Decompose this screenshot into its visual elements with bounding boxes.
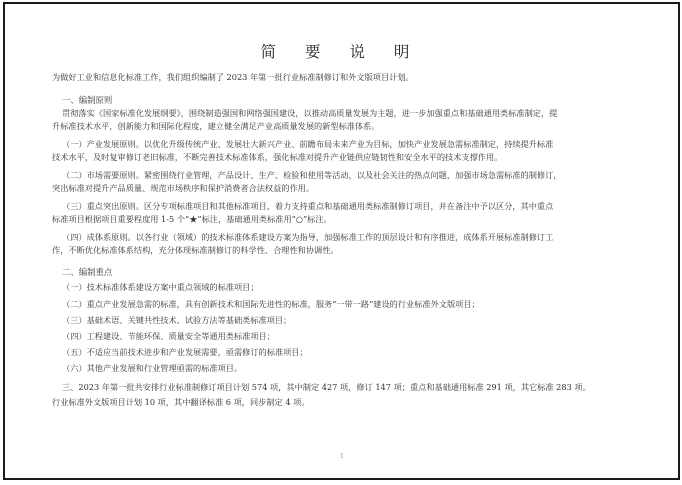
paragraph-line: （一）产业发展原则。以优化升级传统产业、发展壮大新兴产业、前瞻布局未来产业为目标，加快产业发展急需标准制定，持续提升标准 xyxy=(62,139,554,149)
paragraph-line: 作，不断优化标准体系结构，充分体现标准制修订的科学性、合理性和协调性。 xyxy=(52,245,339,255)
summary-line: 三、2023 年第一批共安排行业标准制修订项目计划 574 项，其中制定 427 项，修订 147 项；重点和基础通用标准 291 项，其它标准 283 项。 xyxy=(62,382,591,392)
list-item: （一）技术标准体系建设方案中重点领域的标准项目； xyxy=(62,282,259,292)
page-title: 简 要 说 明 xyxy=(260,43,422,61)
paragraph-line: 升标准技术水平，创新能力和国际化程度，建立健全满足产业高质量发展的新型标准体系。 xyxy=(52,121,380,131)
list-item: （五）不适应当前技术进步和产业发展需要，亟需修订的标准项目； xyxy=(62,347,308,357)
list-item: （三）基础术语、关键共性技术、试验方法等基础类标准项目； xyxy=(62,315,292,325)
section-heading-principles: 一、编制原则 xyxy=(62,95,113,105)
paragraph-line: （二）市场需要原则。紧密围绕行业管理，产品设计、生产、检验和使用等活动，以及社会关注的热点问题，加强市场急需标准的制修订， xyxy=(62,170,562,180)
summary-line: 行业标准外文版项目计划 10 项，其中翻译标准 6 项，同步制定 4 项。 xyxy=(52,397,310,407)
paragraph-line: 技术水平，及时复审修订老旧标准，不断完善技术标准体系，强化标准对提升产业链供应链韧性和安全水平的技术支撑作用。 xyxy=(52,152,503,162)
list-item: （四）工程建设、节能环保、质量安全等通用类标准项目； xyxy=(62,331,275,341)
page-number: 1 xyxy=(340,453,344,460)
paragraph-line: 标准项目根据项目重要程度用 1-5 个“★”标注，基础通用类标准用“○”标注。 xyxy=(52,214,332,224)
paragraph-line: 贯彻落实《国家标准化发展纲要》，围绕制造强国和网络强国建设，以推动高质量发展为主题，进一步加强重点和基础通用类标准制定，提 xyxy=(62,108,558,118)
list-item: （六）其他产业发展和行业管理亟需的标准项目。 xyxy=(62,363,243,373)
section-heading-focus: 二、编制重点 xyxy=(62,267,113,277)
paragraph-line: 突出标准对提升产品质量、规范市场秩序和保护消费者合法权益的作用。 xyxy=(52,183,315,193)
paragraph-line: （四）成体系原则。以各行业（领域）的技术标准体系建设方案为指导，加强标准工作的顶层设计和有序推进，成体系开展标准制修订工 xyxy=(62,232,554,242)
list-item: （二）重点产业发展急需的标准，具有创新技术和国际先进性的标准，服务“一带一路”建设的行业标准外文版项目； xyxy=(62,299,480,309)
intro-paragraph: 为做好工业和信息化标准工作，我们组织编制了 2023 年第一批行业标准制修订和外文版项目计划。 xyxy=(52,72,414,82)
paragraph-line: （三）重点突出原则。区分专项标准项目和其他标准项目，着力支持重点和基础通用类标准制修订项目，并在备注中予以区分，其中重点 xyxy=(62,201,554,211)
